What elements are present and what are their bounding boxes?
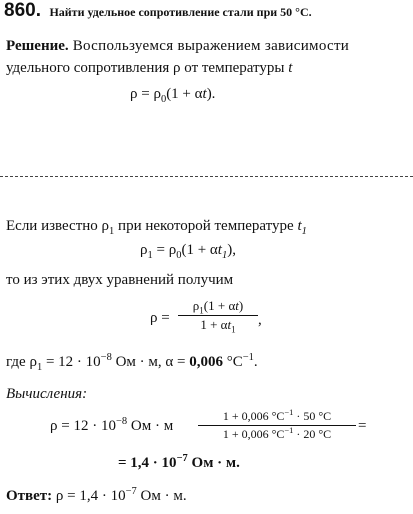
calc-numerator: 1 + 0,006 $^\circ С^{-1} \cdot 50$ °С — [222, 408, 332, 423]
problem-statement: Найти удельное сопротивление стали при 50 °С. — [49, 5, 312, 19]
equation-2 — [140, 242, 236, 259]
eq2-lhs: ρ — [140, 242, 148, 258]
eq1-rhs: (1 + α — [166, 86, 203, 102]
where-end: . — [253, 354, 258, 370]
known-mid: при некоторой температуре — [114, 218, 298, 234]
solution-label: Решение. — [6, 38, 69, 54]
eq2-sub0: 0 — [176, 250, 182, 261]
line-from-equations: то из этих двух уравнений получим — [6, 272, 234, 288]
eq2-open: (1 + α — [181, 242, 218, 258]
known-pre: Если известно ρ — [6, 218, 110, 234]
answer-exp: −7 — [125, 486, 137, 497]
alpha-value: 0,006 — [189, 354, 223, 370]
result-pre: = 1,4 · 10 — [118, 455, 177, 471]
where-mid: = 12 · 10 — [42, 354, 101, 370]
eq2-eq: = ρ — [152, 242, 177, 258]
intro-line2-text: удельного сопротивления ρ от температуры — [6, 60, 289, 76]
alpha-unit: °С — [222, 354, 243, 370]
known-var: t — [297, 218, 302, 234]
eq1-end: ). — [206, 86, 216, 102]
equation-1 — [130, 86, 215, 103]
calc-lhs — [50, 418, 173, 435]
eq2-lhs-sub: 1 — [147, 250, 153, 261]
calc-lhs-unit: Ом · м — [127, 418, 174, 434]
alpha-exp: −1 — [242, 352, 254, 363]
eq1-var: t — [202, 86, 207, 102]
eq3-end: , — [258, 312, 262, 328]
problem-number: 860. — [4, 0, 41, 21]
eq2-var: t — [217, 242, 222, 258]
answer-unit: Ом · м. — [136, 488, 187, 504]
where-pre: где ρ — [6, 354, 37, 370]
calc-lhs-text: ρ = 12 · 10 — [50, 418, 116, 434]
line-where — [6, 354, 258, 371]
calc-equals: = — [358, 418, 367, 434]
intro-var-t: t — [288, 60, 293, 76]
answer-pre: ρ = 1,4 · 10 — [52, 488, 126, 504]
answer-label: Ответ: — [6, 488, 53, 504]
calc-result — [118, 455, 240, 472]
eq3-denominator: $1 + \alpha t_1$ — [200, 317, 236, 335]
equation-3-fraction — [178, 298, 258, 333]
eq3-numerator: $\rho_1(1 + \alpha t)$ — [192, 298, 244, 316]
answer-line — [6, 488, 187, 505]
calc-bar — [198, 425, 356, 426]
where-exp: −8 — [100, 352, 112, 363]
solution-intro-text: Воспользуемся выражением зависимости — [68, 38, 350, 54]
known-var-sub: 1 — [301, 226, 307, 237]
eq1-lhs: ρ = ρ — [130, 86, 161, 102]
solution-intro-line2 — [6, 60, 292, 77]
result-unit: Ом · м. — [187, 455, 240, 471]
eq2-end: ), — [227, 242, 236, 258]
eq1-sub: 0 — [160, 94, 167, 105]
calc-fraction — [198, 409, 356, 442]
eq3-bar — [178, 315, 258, 316]
where-sub: 1 — [36, 362, 43, 373]
known-sub: 1 — [109, 226, 115, 237]
page-separator — [0, 176, 413, 177]
result-exp: −7 — [176, 453, 188, 464]
line-if-known — [6, 218, 307, 235]
problem-header — [4, 0, 312, 22]
calc-label: Вычисления: — [6, 386, 88, 402]
calc-lhs-exp: −8 — [115, 416, 128, 427]
eq2-var-sub: 1 — [221, 250, 228, 261]
equation-3-lhs: ρ = — [150, 310, 170, 326]
where-unit: Ом · м, α = — [111, 354, 190, 370]
solution-intro-line1 — [6, 38, 349, 55]
calc-denominator: 1 + 0,006 $^\circ С^{-1} \cdot 20$ °С — [222, 426, 332, 441]
